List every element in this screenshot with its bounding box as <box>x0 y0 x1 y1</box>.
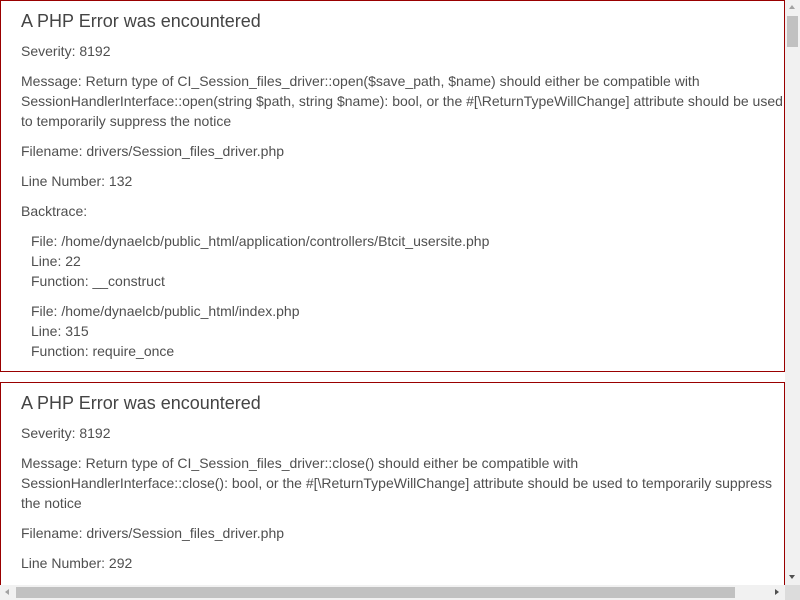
error-message-line: SessionHandlerInterface::close(): bool, or the #[\ReturnTypeWillChange] attribute should be used to temporarily suppress <box>21 475 772 491</box>
error-severity: Severity: 8192 <box>21 425 111 441</box>
error-message <box>21 71 785 131</box>
chevron-down-icon[interactable] <box>785 570 800 585</box>
backtrace-label: Backtrace: <box>21 203 88 219</box>
backtrace-file: File: /home/dynaelcb/public_html/index.php <box>31 303 300 319</box>
error-message-line: Message: Return type of CI_Session_files_driver::open($save_path, $name) should either be compatible with <box>21 73 700 89</box>
error-line-number: Line Number: 292 <box>21 555 133 571</box>
error-filename: Filename: drivers/Session_files_driver.php <box>21 525 285 541</box>
error-line-number: Line Number: 132 <box>21 173 133 189</box>
error-title: A PHP Error was encountered <box>21 11 261 31</box>
backtrace-function: Function: require_once <box>31 343 175 359</box>
backtrace-file: File: /home/dynaelcb/public_html/application/controllers/Btcit_usersite.php <box>31 233 490 249</box>
php-error-block <box>0 382 785 585</box>
chevron-up-icon[interactable] <box>785 0 800 15</box>
scrollbar-corner <box>785 585 800 600</box>
error-message-line: SessionHandlerInterface::open(string $path, string $name): bool, or the #[\ReturnTypeWillChange] attribute should be used <box>21 93 783 109</box>
error-message-line: Message: Return type of CI_Session_files_driver::close() should either be compatible with <box>21 455 579 471</box>
chevron-left-icon[interactable] <box>0 585 15 600</box>
chevron-right-icon[interactable] <box>770 585 785 600</box>
horizontal-scrollbar[interactable] <box>0 585 785 600</box>
vertical-scrollbar[interactable] <box>785 0 800 585</box>
backtrace-line: Line: 315 <box>31 323 89 339</box>
error-filename: Filename: drivers/Session_files_driver.php <box>21 143 285 159</box>
error-message-line: to temporarily suppress the notice <box>21 113 232 129</box>
error-message-line: the notice <box>21 495 82 511</box>
vertical-scrollbar-thumb[interactable] <box>787 16 798 47</box>
backtrace-function: Function: __construct <box>31 273 165 289</box>
error-severity: Severity: 8192 <box>21 43 111 59</box>
error-message <box>21 453 785 513</box>
horizontal-scrollbar-thumb[interactable] <box>16 587 735 598</box>
backtrace-line: Line: 22 <box>31 253 81 269</box>
error-title: A PHP Error was encountered <box>21 393 261 413</box>
